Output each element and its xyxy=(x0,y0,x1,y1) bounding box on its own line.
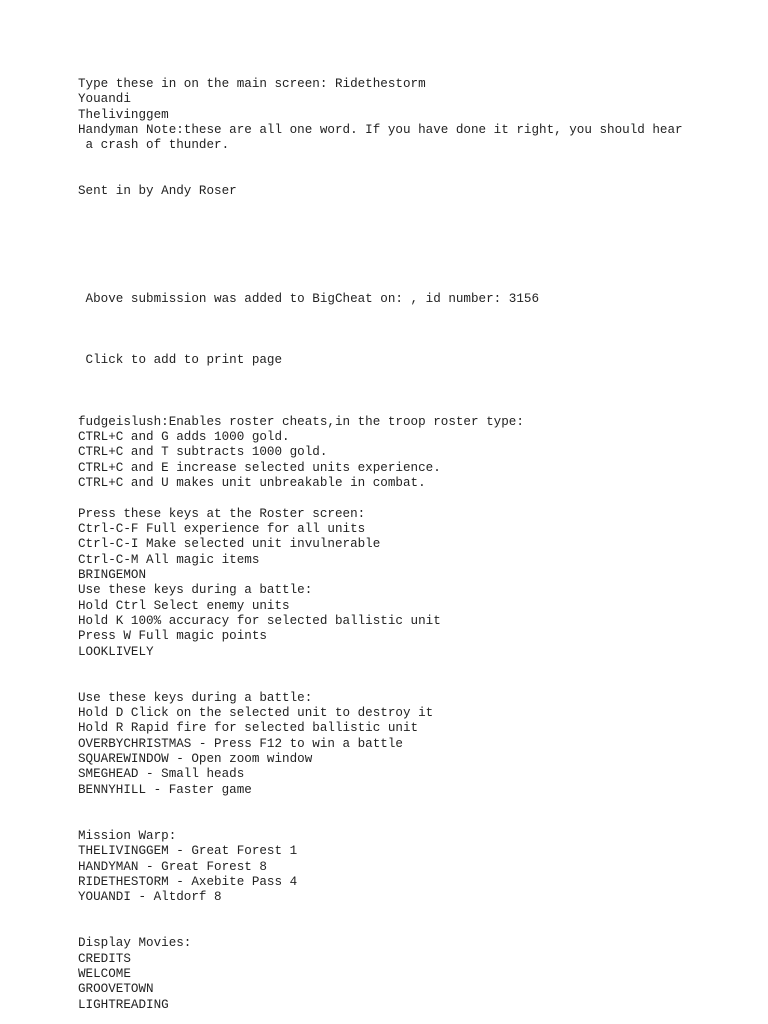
blank-line xyxy=(78,660,758,675)
text-line: SQUAREWINDOW - Open zoom window xyxy=(78,752,313,767)
text-line: CTRL+C and G adds 1000 gold. xyxy=(78,429,290,444)
text-line: Handyman Note:these are all one word. If you have done it right, you should hear xyxy=(78,123,683,138)
text-line: WELCOME xyxy=(78,966,131,981)
blank-line xyxy=(78,154,758,169)
text-line: Press W Full magic points xyxy=(78,629,267,644)
blank-line xyxy=(78,675,758,690)
blank-line xyxy=(78,369,758,384)
blank-line xyxy=(78,246,758,261)
text-line: a crash of thunder. xyxy=(78,138,230,153)
blank-line xyxy=(78,906,758,921)
text-line: THELIVINGGEM - Great Forest 1 xyxy=(78,844,298,859)
blank-line xyxy=(78,215,758,230)
blank-line xyxy=(78,261,758,276)
text-line: CTRL+C and U makes unit unbreakable in combat. xyxy=(78,475,426,490)
text-line: HANDYMAN - Great Forest 8 xyxy=(78,859,267,874)
text-line: BENNYHILL - Faster game xyxy=(78,782,252,797)
text-line: LOOKLIVELY xyxy=(78,644,154,659)
text-line: Sent in by Andy Roser xyxy=(78,184,237,199)
blank-line xyxy=(78,307,758,322)
text-line: BRINGEMON xyxy=(78,568,147,582)
text-line: LIGHTREADING xyxy=(78,997,169,1012)
blank-line xyxy=(78,169,758,184)
text-line: Hold Ctrl Select enemy units xyxy=(78,598,290,613)
blank-line xyxy=(78,814,758,829)
text-line: Press these keys at the Roster screen: xyxy=(78,506,366,521)
cheat-text-document xyxy=(78,77,758,1013)
text-line: Ctrl-C-F Full experience for all units xyxy=(78,521,366,536)
text-line: Ctrl-C-I Make selected unit invulnerable xyxy=(78,537,381,552)
text-line: CREDITS xyxy=(78,951,131,966)
blank-line xyxy=(78,399,758,414)
text-line: fudgeislush:Enables roster cheats,in the troop roster type: xyxy=(78,414,524,429)
text-line: Thelivinggem xyxy=(78,107,169,122)
text-line: Click to add to print page xyxy=(78,353,283,368)
text-line: Type these in on the main screen: Ridethestorm xyxy=(78,77,426,91)
blank-line xyxy=(78,798,758,813)
text-line: Ctrl-C-M All magic items xyxy=(78,552,260,567)
blank-line xyxy=(78,200,758,215)
text-line: Hold R Rapid fire for selected ballistic unit xyxy=(78,721,419,736)
blank-line xyxy=(78,276,758,291)
text-line: RIDETHESTORM - Axebite Pass 4 xyxy=(78,874,298,889)
text-line: CTRL+C and T subtracts 1000 gold. xyxy=(78,445,328,460)
blank-line xyxy=(78,491,758,506)
text-line: Above submission was added to BigCheat on: , id number: 3156 xyxy=(78,291,540,306)
text-line: Youandi xyxy=(78,92,131,107)
blank-line xyxy=(78,384,758,399)
text-line: YOUANDI - Altdorf 8 xyxy=(78,890,222,905)
text-line: Use these keys during a battle: xyxy=(78,690,313,705)
text-line: Hold D Click on the selected unit to destroy it xyxy=(78,706,434,721)
text-line: Hold K 100% accuracy for selected ballistic unit xyxy=(78,614,441,629)
text-line: OVERBYCHRISTMAS - Press F12 to win a battle xyxy=(78,736,403,751)
text-line: Use these keys during a battle: xyxy=(78,583,313,598)
blank-line xyxy=(78,338,758,353)
text-line: Display Movies: xyxy=(78,936,192,951)
blank-line xyxy=(78,323,758,338)
text-line: Mission Warp: xyxy=(78,828,177,843)
text-line: SMEGHEAD - Small heads xyxy=(78,767,245,782)
text-line: GROOVETOWN xyxy=(78,982,154,997)
blank-line xyxy=(78,921,758,936)
blank-line xyxy=(78,230,758,245)
text-line: CTRL+C and E increase selected units experience. xyxy=(78,460,441,475)
